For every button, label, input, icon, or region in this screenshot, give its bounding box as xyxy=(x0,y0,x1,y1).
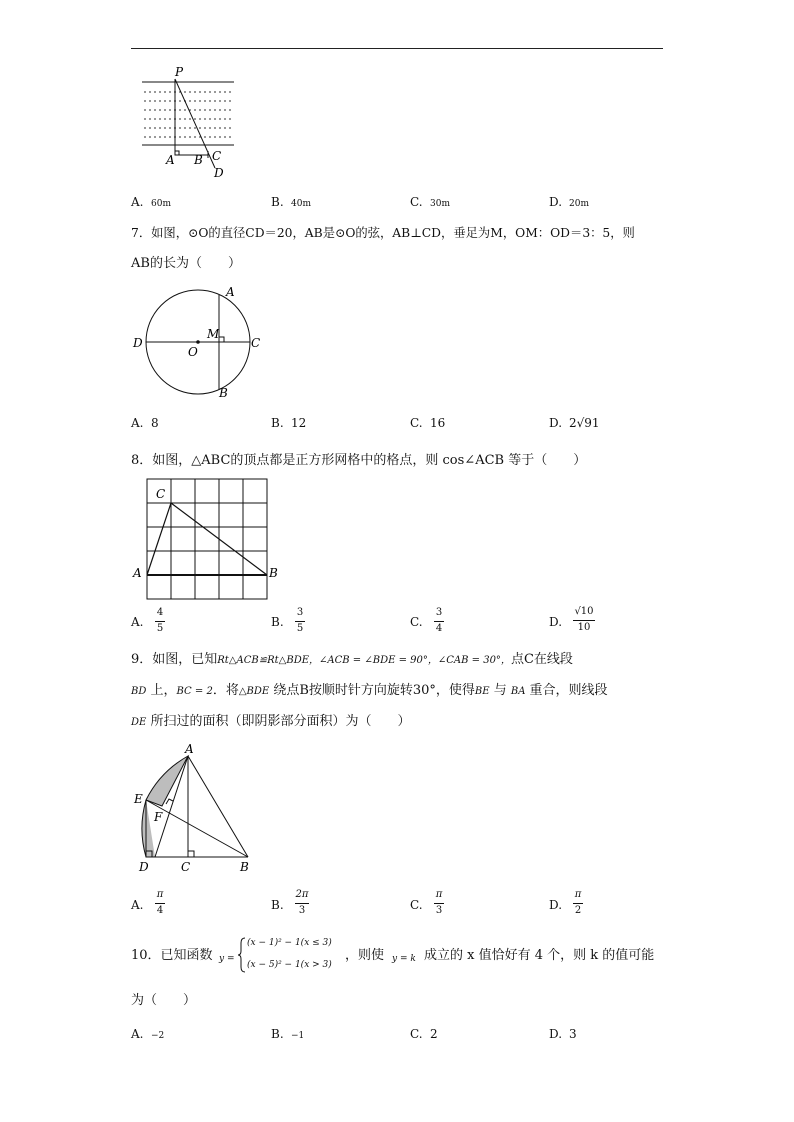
q9-question-line3: DE 所扫过的面积（即阴影部分面积）为（ ） xyxy=(131,714,411,729)
q10-option-a[interactable]: A. −2 xyxy=(131,1027,165,1041)
q9-option-d-fraction: π 2 xyxy=(574,889,582,916)
q10-case-1: (x − 1)² − 1(x ≤ 3) xyxy=(247,938,332,948)
q8-option-b-label[interactable]: B. xyxy=(271,615,284,629)
q8-question-line1: 8．如图，△ABC的顶点都是正方形网格中的格点，则 cos∠ACB 等于（ ） xyxy=(131,453,587,468)
q10-condition: y = k xyxy=(392,954,416,964)
q8-option-c-fraction: 3 4 xyxy=(435,607,443,634)
q8-option-d-label[interactable]: D. xyxy=(549,615,563,629)
q7-question-line1: 7．如图，⊙O的直径CD＝20，AB是⊙O的弦，AB⊥CD，垂足为M，OM：OD＝3：5，则 xyxy=(131,226,635,240)
q9-option-c-label[interactable]: C. xyxy=(410,898,423,912)
q9-option-a-fraction: π 4 xyxy=(156,889,164,916)
q7-label-a: A xyxy=(226,285,235,299)
q10-brace xyxy=(238,937,246,973)
q7-option-d[interactable]: D. 2√91 xyxy=(549,416,600,430)
q6-option-a[interactable]: A. 60m xyxy=(131,195,171,209)
q7-label-b: B xyxy=(219,386,228,400)
q8-label-c: C xyxy=(156,487,166,501)
q9-figure xyxy=(130,742,260,877)
q8-label-b: B xyxy=(269,566,278,580)
q9-label-d: D xyxy=(139,860,149,874)
q8-figure xyxy=(130,476,285,602)
q6-label-a: A xyxy=(166,153,175,167)
q10-option-c[interactable]: C. 2 xyxy=(410,1027,438,1041)
q8-option-d-fraction: √10 10 xyxy=(574,606,594,633)
q9-label-f: F xyxy=(154,810,163,824)
q10-prefix: 10．已知函数 xyxy=(131,948,213,963)
q10-suffix: 成立的 x 值恰好有 4 个，则 k 的值可能 xyxy=(424,948,655,963)
q7-option-a[interactable]: A. 8 xyxy=(131,416,159,430)
q9-label-a: A xyxy=(185,742,194,756)
q9-question-line1: 9．如图，已知Rt△ACB≌Rt△BDE，∠ACB = ∠BDE = 90°，∠CAB = 30°，点C在线段 xyxy=(131,652,573,667)
q9-label-c: C xyxy=(181,860,191,874)
q10-option-d[interactable]: D. 3 xyxy=(549,1027,577,1041)
q7-label-o: O xyxy=(188,345,198,359)
q7-figure xyxy=(130,280,270,405)
q6-option-d[interactable]: D. 20m xyxy=(549,195,589,209)
q10-mid: ，则使 xyxy=(345,948,385,963)
q6-label-c: C xyxy=(212,149,222,163)
q6-figure xyxy=(140,65,240,183)
q9-option-b-fraction: 2π 3 xyxy=(295,889,309,916)
q7-option-b[interactable]: B. 12 xyxy=(271,416,307,430)
q8-option-c-label[interactable]: C. xyxy=(410,615,423,629)
q8-option-b-fraction: 3 5 xyxy=(296,607,304,634)
q10-case-2: (x − 5)² − 1(x > 3) xyxy=(247,960,332,970)
q6-label-p: P xyxy=(175,65,184,79)
q7-label-m: M xyxy=(207,327,220,341)
q7-label-d: D xyxy=(133,336,143,350)
q10-option-b[interactable]: B. −1 xyxy=(271,1027,305,1041)
q8-option-a-fraction: 4 5 xyxy=(156,607,164,634)
q9-label-e: E xyxy=(134,792,143,806)
q9-label-b: B xyxy=(240,860,249,874)
q8-label-a: A xyxy=(133,566,142,580)
q7-label-c: C xyxy=(251,336,261,350)
q9-question-line2: BD 上，BC = 2．将△BDE 绕点B按顺时针方向旋转30°，使得BE 与 BA 重合，则线段 xyxy=(131,683,608,698)
q9-option-a-label[interactable]: A. xyxy=(131,898,144,912)
q10-question-line2: 为（ ） xyxy=(131,993,197,1008)
q10-function-y: y = xyxy=(219,954,235,964)
q9-option-c-fraction: π 3 xyxy=(435,889,443,916)
q7-question-line2: AB的长为（ ） xyxy=(131,256,241,271)
q9-option-b-label[interactable]: B. xyxy=(271,898,284,912)
q8-option-a-label[interactable]: A. xyxy=(131,615,144,629)
q6-option-b[interactable]: B. 40m xyxy=(271,195,311,209)
q6-label-d: D xyxy=(214,166,224,180)
q6-option-c[interactable]: C. 30m xyxy=(410,195,450,209)
q6-label-b: B xyxy=(194,153,203,167)
q9-option-d-label[interactable]: D. xyxy=(549,898,563,912)
header-rule xyxy=(131,48,663,49)
q7-option-c[interactable]: C. 16 xyxy=(410,416,446,430)
